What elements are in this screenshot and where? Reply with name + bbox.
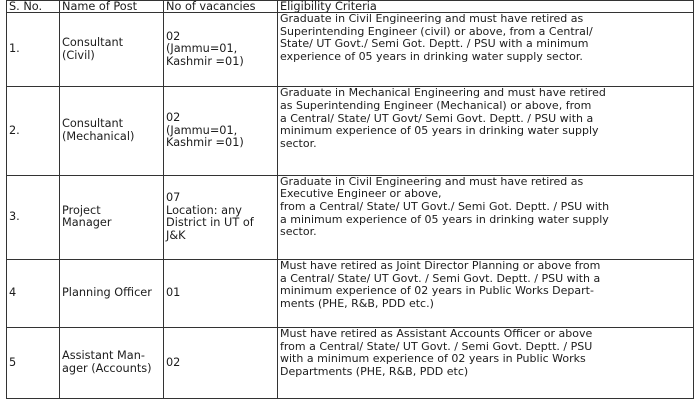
vacancies-line: 02 <box>166 29 181 43</box>
post-name <box>60 327 164 398</box>
vacancy-table <box>6 0 694 399</box>
header-row <box>7 1 694 13</box>
eligibility-criteria-line: Must have retired as Joint Director Planning or above from <box>280 259 601 273</box>
eligibility-criteria <box>278 260 694 328</box>
eligibility-criteria-line: Superintending Engineer (civil) or above, from a Central/ <box>280 24 593 38</box>
table-row <box>7 327 694 398</box>
eligibility-criteria <box>278 327 694 398</box>
post-name <box>60 87 164 176</box>
eligibility-criteria-line: minimum experience of 02 years in Public Works Depart- <box>280 284 594 298</box>
table-row <box>7 175 694 259</box>
serial-number: 4 <box>7 260 60 328</box>
vacancies-line: 02 <box>166 110 181 124</box>
vacancies-line: Kashmir =01) <box>166 54 244 68</box>
eligibility-criteria-line: experience of 05 years in drinking water supply sector. <box>280 50 583 64</box>
vacancies-line: District in UT of <box>166 216 254 230</box>
vacancies-line: J&K <box>166 228 186 242</box>
serial-number: 1. <box>7 13 60 87</box>
eligibility-criteria-line: Graduate in Mechanical Engineering and must have retired <box>280 86 606 100</box>
vacancies <box>164 175 278 259</box>
eligibility-criteria-line: Departments (PHE, R&B, PDD etc) <box>280 365 469 379</box>
eligibility-criteria-line: a minimum experience of 05 years in drinking water supply <box>280 212 609 226</box>
header-post: Name of Post <box>60 1 164 13</box>
eligibility-criteria-line: Must have retired as Assistant Accounts Officer or above <box>280 327 593 340</box>
post-name-line: Consultant <box>62 117 124 131</box>
eligibility-criteria-line: Graduate in Civil Engineering and must have retired as <box>280 175 584 188</box>
eligibility-criteria-line: from a Central/ State/ UT Govt./ Semi Got. Deptt. / PSU with <box>280 200 610 214</box>
post-name <box>60 260 164 328</box>
post-name-line: ager (Accounts) <box>62 361 152 375</box>
header-vacancies: No of vacancies <box>164 1 278 13</box>
vacancies-line: (Jammu=01, <box>166 123 238 137</box>
eligibility-criteria <box>278 175 694 259</box>
vacancies-line: 02 <box>166 355 181 369</box>
table-body <box>7 13 694 399</box>
vacancies-line: Kashmir =01) <box>166 136 244 150</box>
vacancies <box>164 87 278 176</box>
eligibility-criteria-line: from a Central/ State/ UT Govt. / Semi Govt. Deptt. / PSU <box>280 339 593 353</box>
post-name <box>60 13 164 87</box>
eligibility-criteria-line: State/ UT Govt./ Semi Got. Deptt. / PSU with a minimum <box>280 37 589 51</box>
table-row <box>7 87 694 176</box>
vacancies <box>164 13 278 87</box>
eligibility-criteria-line: minimum experience of 05 years in drinking water supply <box>280 124 599 138</box>
header-sno: S. No. <box>7 1 60 13</box>
post-name-line: Planning Officer <box>62 286 152 300</box>
serial-number: 2. <box>7 87 60 176</box>
eligibility-criteria <box>278 13 694 87</box>
post-name-line: Assistant Man- <box>62 349 145 363</box>
vacancies-line: 07 <box>166 191 181 205</box>
eligibility-criteria-line: a Central/ State/ UT Govt. / Semi Govt. Deptt. / PSU with a <box>280 271 601 285</box>
post-name-line: (Civil) <box>62 48 95 62</box>
eligibility-criteria-line: a Central/ State/ UT Govt/ Semi Govt. Deptt. / PSU with a <box>280 111 594 125</box>
eligibility-criteria-line: with a minimum experience of 02 years in Public Works <box>280 352 586 366</box>
post-name-line: Manager <box>62 216 112 230</box>
table-row <box>7 260 694 328</box>
vacancies-line: (Jammu=01, <box>166 42 238 56</box>
vacancies <box>164 327 278 398</box>
post-name-line: Project <box>62 203 101 217</box>
eligibility-criteria-line: as Superintending Engineer (Mechanical) or above, from <box>280 98 592 112</box>
post-name <box>60 175 164 259</box>
eligibility-criteria-line: ments (PHE, R&B, PDD etc.) <box>280 297 434 311</box>
serial-number: 3. <box>7 175 60 259</box>
eligibility-criteria-line: Executive Engineer or above, <box>280 187 442 201</box>
post-name-line: Consultant <box>62 35 124 49</box>
table-row <box>7 13 694 87</box>
serial-number: 5 <box>7 327 60 398</box>
header-criteria: Eligibility Criteria <box>278 1 694 13</box>
eligibility-criteria <box>278 87 694 176</box>
eligibility-criteria-line: sector. <box>280 225 317 239</box>
eligibility-criteria-line: sector. <box>280 136 317 150</box>
eligibility-criteria-line: Graduate in Civil Engineering and must have retired as <box>280 12 584 25</box>
vacancies-line: Location: any <box>166 203 242 217</box>
vacancies-line: 01 <box>166 286 181 300</box>
post-name-line: (Mechanical) <box>62 129 135 143</box>
vacancies <box>164 260 278 328</box>
